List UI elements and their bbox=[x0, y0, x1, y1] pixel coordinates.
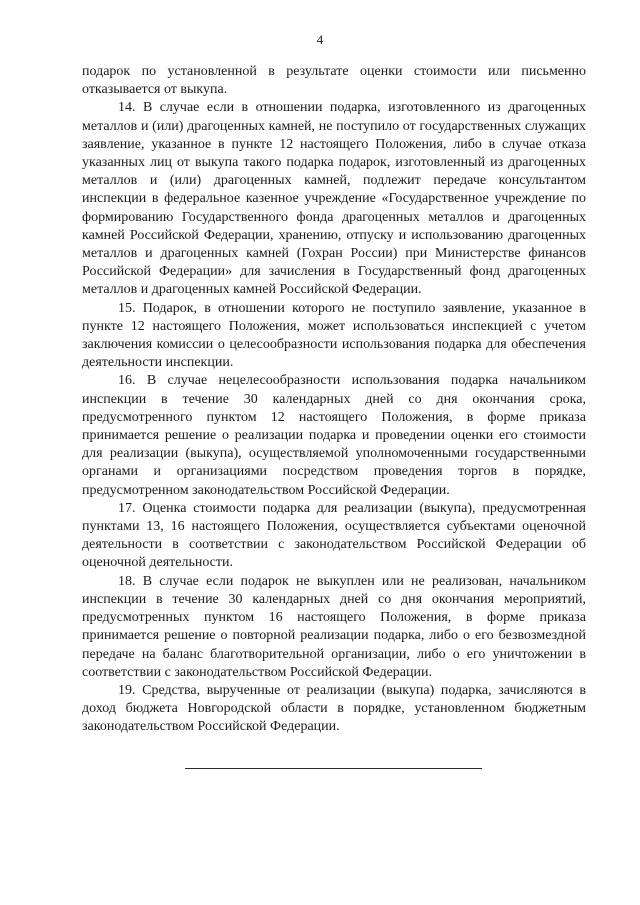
document-body bbox=[82, 63, 586, 737]
paragraph-19: 19. Средства, вырученные от реализации (выкупа) подарка, зачисляются в доход бюджета Новгородской области в порядке, установленном бюджетным законодательством Российской Федерации. bbox=[82, 682, 586, 735]
page-number: 4 bbox=[316, 32, 324, 47]
paragraph-13-continuation: подарок по установленной в результате оценки стоимости или письменно отказывается от выкупа. bbox=[82, 64, 586, 98]
paragraph-16: 16. В случае нецелесообразности использования подарка начальником инспекции в течение 30 календарных дней со дня окончания срока, предусмотренного пунктом 12 настоящего Положения, в форме приказа принимается решение о реализации подарка и проведении оценки его стоимости для реализации (выкупа), осуществляемой уполномоченными государственными органами и организациями посредством проведения торгов в порядке, предусмотренном законодательством Российской Федерации. bbox=[82, 373, 586, 498]
paragraph-14: 14. В случае если в отношении подарка, изготовленного из драгоценных металлов и (или) драгоценных камней, не поступило от государственных служащих заявление, указанное в пункте 12 настоящего Положения, либо в случае отказа указанных лиц от выкупа такого подарка подарок, изготовленный из драгоценных металлов и (или) драгоценных камней, подлежит передаче консультантом инспекции в федеральное казенное учреждение «Государственное учреждение по формированию Государственного фонда драгоценных металлов и драгоценных камней Российской Федерации, хранению, отпуску и использованию драгоценных металлов и драгоценных камней (Гохран России) при Министерстве финансов Российской Федерации» для зачисления в Государственный фонд драгоценных металлов и драгоценных камней Российской Федерации. bbox=[82, 100, 586, 298]
paragraph-18: 18. В случае если подарок не выкуплен или не реализован, начальником инспекции в течение 30 календарных дней со дня окончания мероприятий, предусмотренных пунктом 16 настоящего Положения, в форме приказа принимается решение о повторной реализации подарка, либо о его безвозмездной передаче на баланс благотворительной организации, либо о его уничтожении в соответствии с законодательством Российской Федерации. bbox=[82, 573, 586, 680]
paragraph-15: 15. Подарок, в отношении которого не поступило заявление, указанное в пункте 12 настоящего Положения, может использоваться инспекцией с учетом заключения комиссии о целесообразности использования подарка для обеспечения деятельности инспекции. bbox=[82, 300, 586, 371]
paragraph-17: 17. Оценка стоимости подарка для реализации (выкупа), предусмотренная пунктами 13, 16 настоящего Положения, осуществляется субъектами оценочной деятельности в соответствии с законодательством Российской Федерации об оценочной деятельности. bbox=[82, 500, 586, 571]
end-divider bbox=[185, 768, 482, 769]
